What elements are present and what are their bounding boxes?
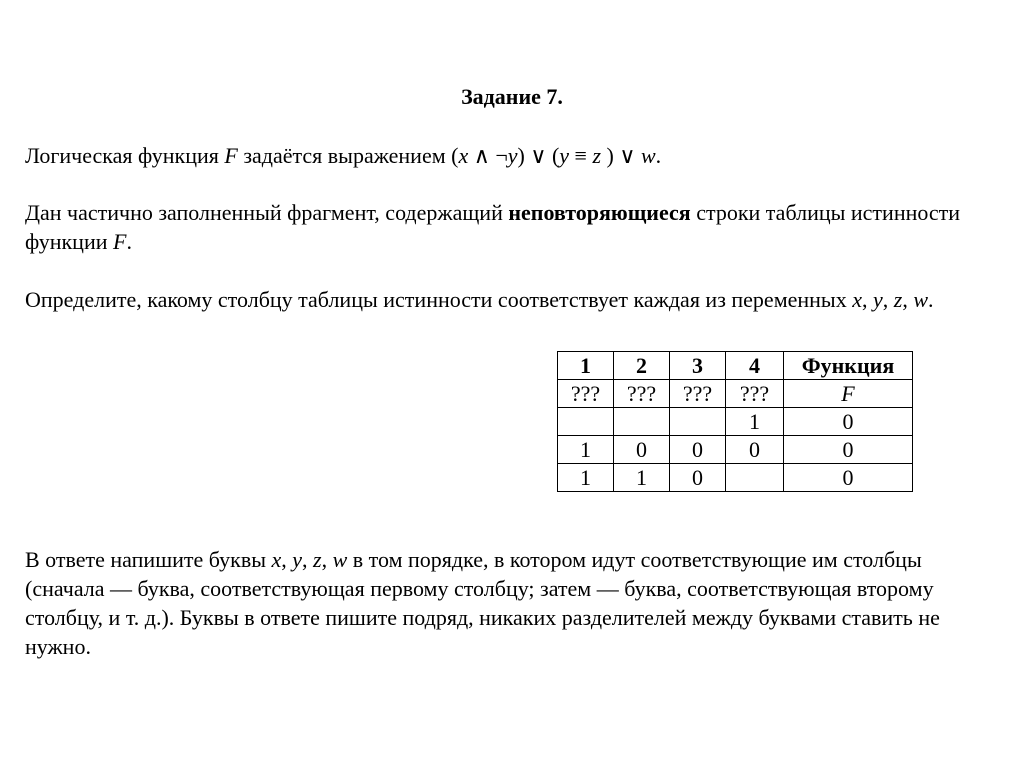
text: , [902,287,914,312]
table-row [558,408,913,436]
table-cell [784,380,913,408]
var-z: z [592,143,602,168]
table-cell: 0 [670,464,726,492]
operator: ) ∨ ( [517,143,560,168]
var-F: F [224,143,238,168]
var-x: x [852,287,862,312]
table-cell: 0 [670,436,726,464]
table-cell [558,408,614,436]
emphasis-nonrepeating: неповторяющиеся [508,200,691,225]
table-cell [726,464,784,492]
table-cell: 0 [784,436,913,464]
operator: ≡ [569,143,593,168]
table-cell: 0 [726,436,784,464]
var-w: w [913,287,928,312]
paragraph-fragment-description [25,198,1000,256]
table-row [558,380,913,408]
text: Логическая функция [25,143,225,168]
var-F: F [113,229,127,254]
table-row [558,436,913,464]
text: задаётся выражением ( [237,143,459,168]
table-cell: 0 [784,408,913,436]
table-cell [670,408,726,436]
truth-table [557,351,913,492]
table-cell: ??? [614,380,670,408]
text: В ответе напишите буквы [25,547,272,572]
table-cell: ??? [558,380,614,408]
var-y: y [872,287,883,312]
table-cell: 0 [784,464,913,492]
table-cell: 1 [558,436,614,464]
text: , [882,287,894,312]
table-header-row [558,352,913,380]
table-cell: 1 [726,408,784,436]
task-title: Задание 7. [461,84,563,109]
table-cell: 1 [558,464,614,492]
header-cell: Функция [784,352,913,380]
var-z: z [313,547,322,572]
table-cell: 1 [614,464,670,492]
paragraph-function-definition [25,141,1000,170]
text: , [281,547,293,572]
var-x: x [271,547,282,572]
text: . [928,287,934,312]
var-w: w [332,547,348,572]
var-y: y [559,143,570,168]
header-cell: 3 [670,352,726,380]
table-cell [614,408,670,436]
table-cell: 0 [614,436,670,464]
text: , [302,547,314,572]
text: в том порядке, в котором идут соответствующие им столбцы (сначала — буква, соответствующая первому столбцу; затем — буква, соответствующая второму столбцу, и т. д.). Буквы в ответе пишите подряд, никаких разделителей между буквами ставить не нужно. [25,547,940,659]
header-cell: 2 [614,352,670,380]
var-y: y [292,547,303,572]
text: , [321,547,333,572]
header-cell: 4 [726,352,784,380]
paragraph-answer-instructions [25,545,1000,661]
var-z: z [893,287,903,312]
text: строки таблицы истинности функции [25,200,961,254]
operator: ∧ ¬ [468,143,508,168]
var-y: y [507,143,518,168]
paragraph-question [25,285,1000,314]
var-x: x [458,143,469,168]
table-cell: ??? [670,380,726,408]
operator: ) ∨ [601,143,641,168]
var-F: F [841,380,855,406]
text: Определите, какому столбцу таблицы истинности соответствует каждая из переменных [25,287,853,312]
header-cell: 1 [558,352,614,380]
text: . [126,229,132,254]
var-w: w [640,143,656,168]
text: Дан частично заполненный фрагмент, содержащий [25,200,509,225]
text: , [861,287,873,312]
table-row [558,464,913,492]
text: . [655,143,662,168]
table-cell: ??? [726,380,784,408]
